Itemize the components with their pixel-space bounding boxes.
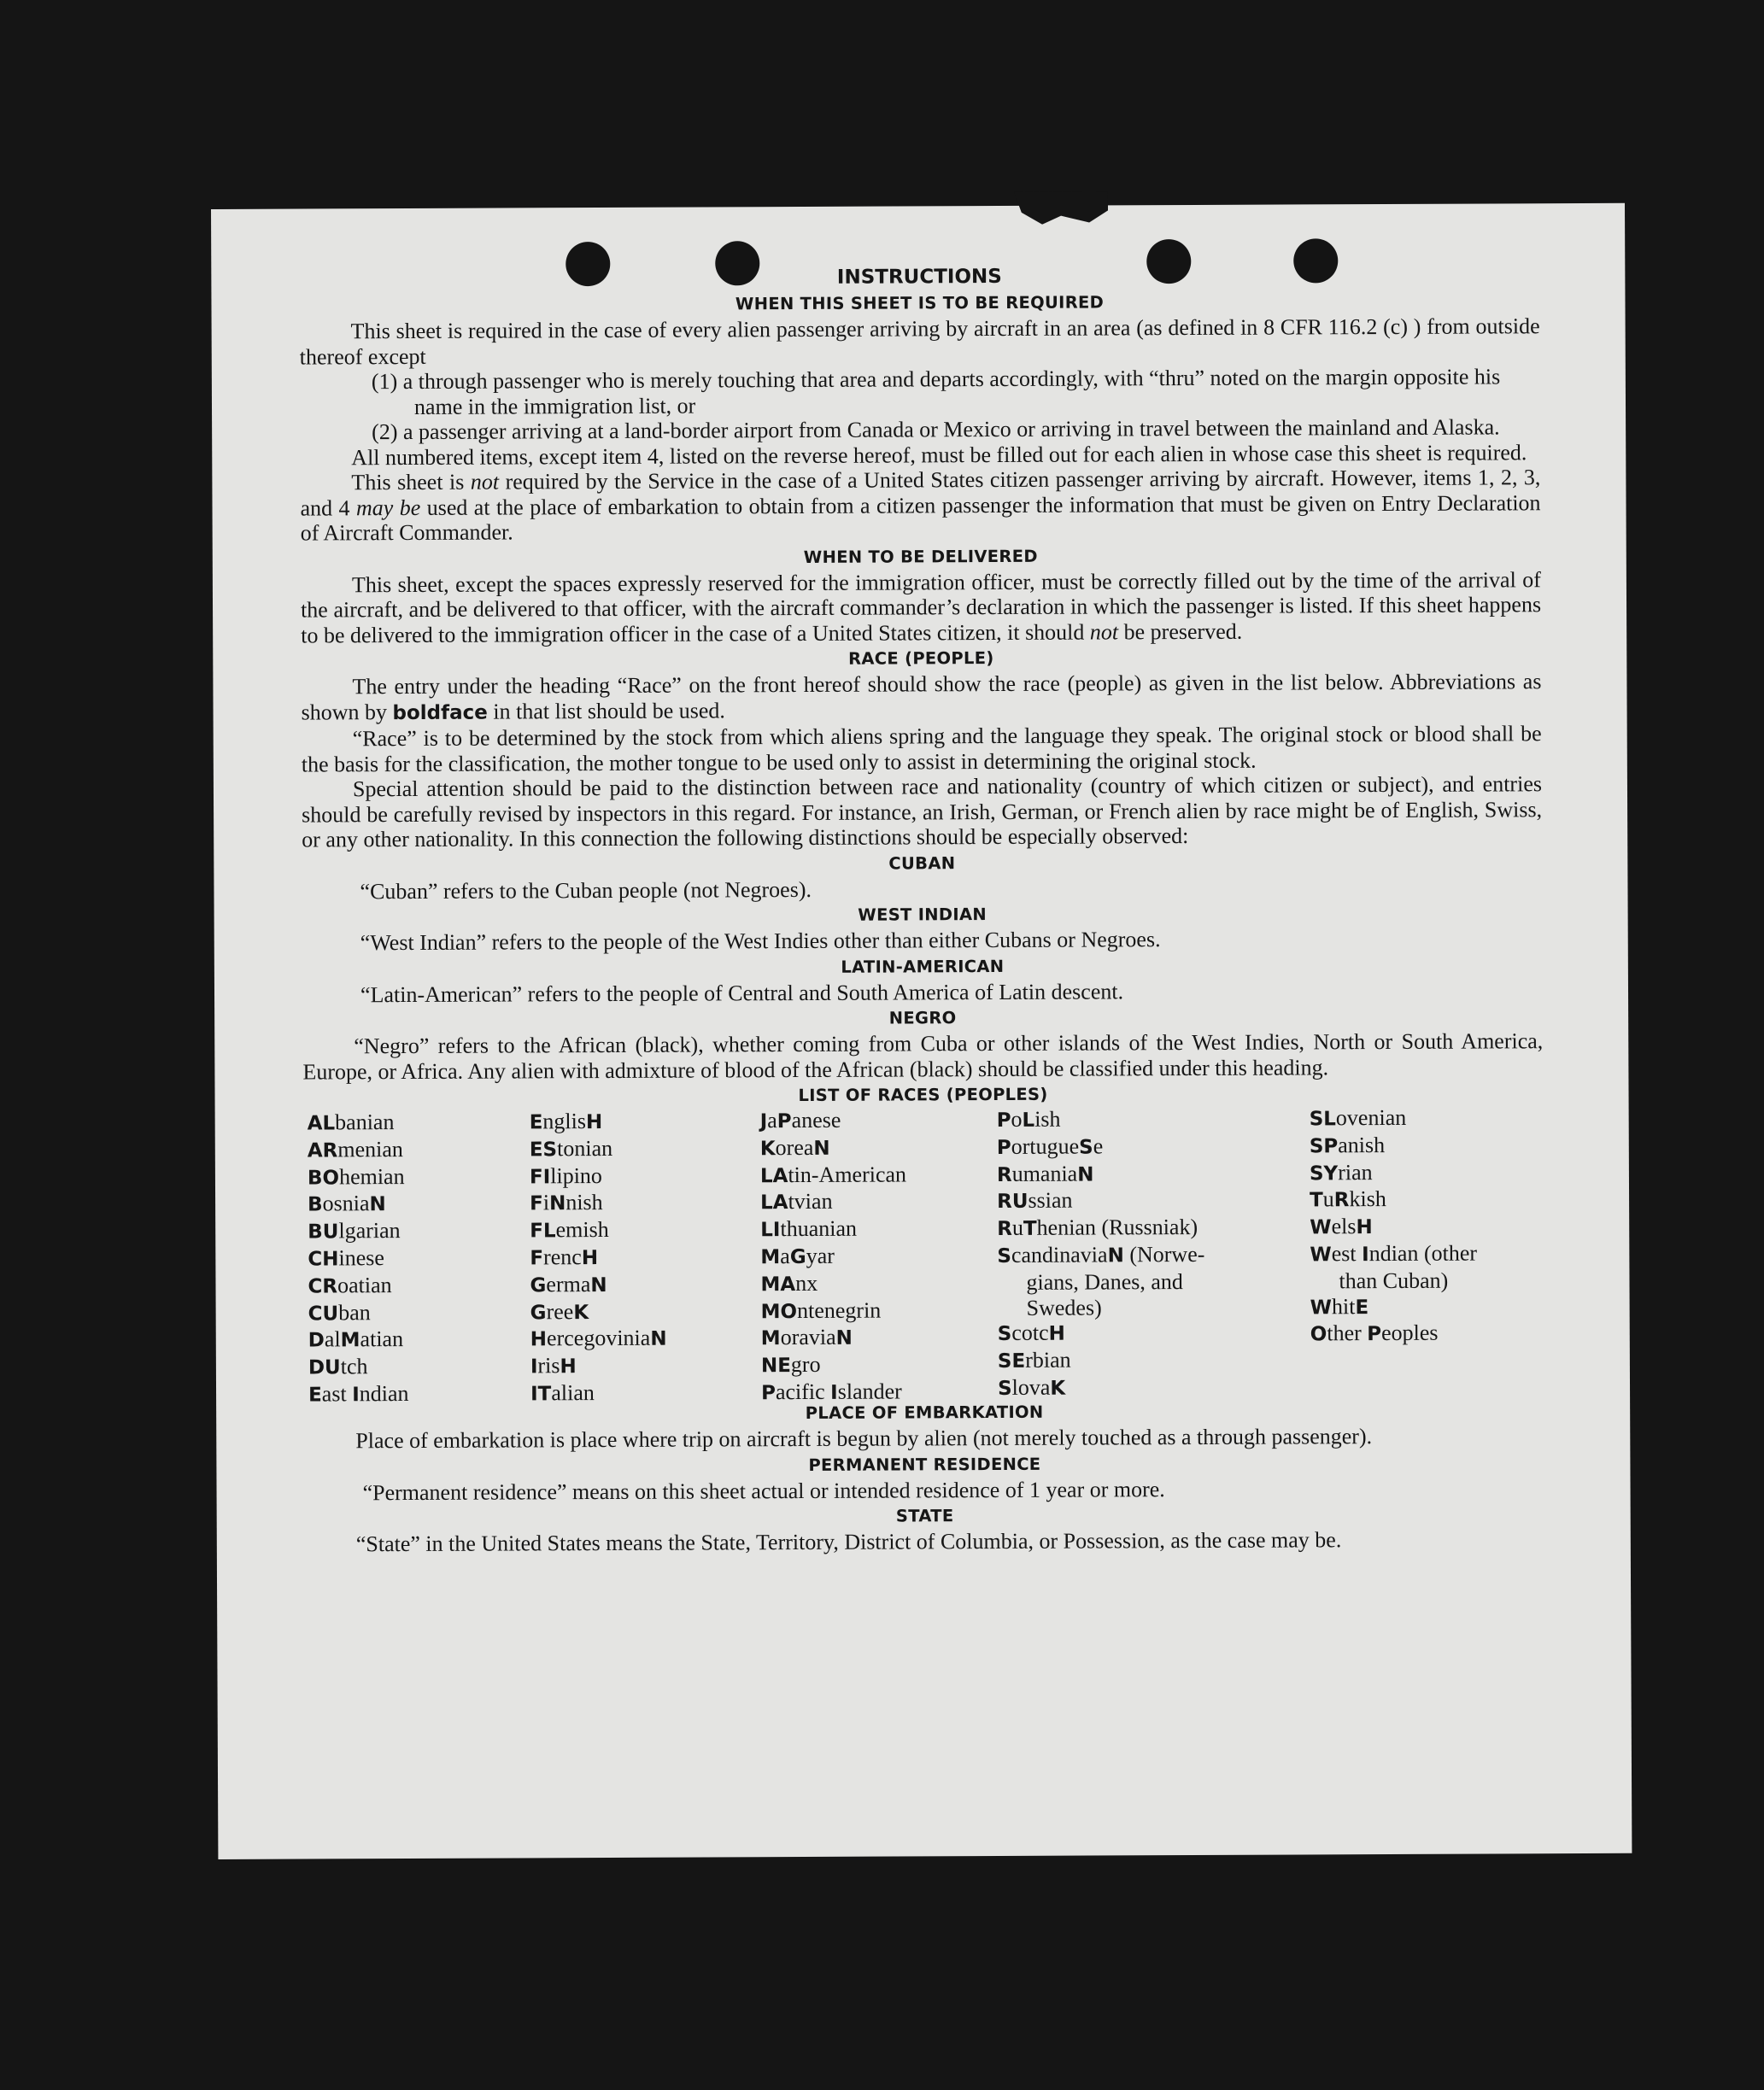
race-abbrev: MA [760, 1273, 796, 1296]
race-abbrev: H [1048, 1323, 1065, 1346]
race-abbrev: NE [760, 1355, 791, 1378]
race-abbrev: AL [307, 1112, 336, 1135]
exception-2: (2) a passenger arriving at a land-border airport from Canada or Mexico or arriving in travel between the mainland and Alaska. [372, 414, 1500, 445]
race-abbrev: T [1023, 1217, 1037, 1241]
race-text: rbian [1025, 1347, 1071, 1373]
race-abbrev: I [530, 1355, 538, 1379]
race-abbrev: SY [1309, 1162, 1339, 1185]
heading-when-delivered: WHEN TO BE DELIVERED [803, 546, 1038, 567]
race-abbrev: G [789, 1245, 806, 1269]
race-text: a [767, 1108, 777, 1133]
race-entry [998, 1347, 1205, 1375]
heading-embarkation: PLACE OF EMBARKATION [805, 1402, 1044, 1423]
heading-state: STATE [895, 1506, 954, 1526]
race-text: eoples [1381, 1320, 1439, 1346]
race-text: ovenian [1335, 1104, 1407, 1131]
race-column-5 [1310, 1105, 1478, 1349]
race-abbrev: LA [760, 1191, 788, 1215]
race-abbrev: E [529, 1111, 543, 1134]
race-abbrev: L [1022, 1109, 1035, 1132]
race-abbrev: N [548, 1192, 566, 1215]
race-entry [997, 1242, 1204, 1270]
race-abbrev: I [830, 1381, 838, 1404]
race-abbrev: M [340, 1329, 360, 1352]
race-text: ther [1327, 1320, 1368, 1346]
race-text: atian [360, 1326, 404, 1352]
race-text: tin-American [788, 1162, 907, 1187]
race-entry [308, 1164, 408, 1191]
race-text: banian [335, 1109, 395, 1135]
race-entry [530, 1217, 666, 1244]
exception-1: (1) a through passenger who is merely touching that area and departs accordingly, with “thru” noted on the margin opposite his name in the immigration list, or [371, 364, 1501, 419]
race-entry [761, 1325, 907, 1353]
torn-edge [1014, 191, 1108, 225]
race-abbrev: E [308, 1384, 322, 1407]
race-entry [308, 1218, 408, 1245]
race-text: lova [1011, 1374, 1051, 1400]
race-abbrev: P [760, 1382, 776, 1405]
race-text: al [324, 1326, 341, 1352]
negro-text: “Negro” refers to the African (black), whether coming from Cuba or other islands of the West Indies, North or South America, Europe, or Africa. Any alien with admixture of blood of the African (black) should be classified under this heading. [302, 1028, 1544, 1085]
race-abbrev: FL [530, 1220, 556, 1243]
race-text: tonian [557, 1135, 613, 1162]
race-abbrev: N [835, 1327, 853, 1350]
race-entry [308, 1191, 408, 1218]
race-abbrev: CU [308, 1302, 339, 1326]
race-abbrev: N [1107, 1244, 1124, 1267]
cuban-text: “Cuban” refers to the Cuban people (not Negroes). [360, 876, 812, 904]
race-text: Swedes) [1026, 1295, 1102, 1320]
race-text: ercegovinia [546, 1326, 651, 1351]
race-text: ortugue [1011, 1133, 1080, 1159]
race-text: ree [546, 1298, 574, 1324]
race-text: inese [338, 1245, 384, 1271]
race-text: o [1011, 1106, 1023, 1132]
race-para-3: Special attention should be paid to the distinction between race and nationality (country of which citizen or subject), and entries should be carefully revised by inspectors in this regard. For instance, an Irish, German, or French alien by race might be of English, Swiss, or any other nationality. In this connection the following distinctions should be especially observed: [302, 771, 1543, 852]
heading-cuban: CUBAN [888, 852, 956, 874]
race-entry [761, 1352, 907, 1380]
race-entry [308, 1273, 408, 1300]
race-abbrev: F [530, 1247, 544, 1270]
race-abbrev: IT [530, 1383, 552, 1406]
race-abbrev: K [573, 1301, 589, 1324]
race-abbrev: FI [529, 1165, 551, 1188]
race-entry [997, 1187, 1204, 1215]
race-abbrev: BO [307, 1166, 340, 1190]
race-abbrev: W [1310, 1244, 1332, 1267]
race-abbrev: DU [308, 1356, 341, 1379]
race-abbrev: CH [308, 1248, 339, 1271]
race-text: than Cuban) [1339, 1267, 1449, 1294]
race-text: u [1011, 1215, 1023, 1241]
heading-when-required: WHEN THIS SHEET IS TO BE REQUIRED [735, 292, 1105, 314]
west-indian-text: “West Indian” refers to the people of the West Indies other than either Cubans or Negroes. [360, 927, 1161, 956]
race-abbrev: P [777, 1110, 792, 1133]
race-text: alian [551, 1380, 595, 1406]
race-abbrev: AR [307, 1139, 338, 1162]
when-delivered-text: This sheet, except the spaces expressly reserved for the immigration officer, must be correctly filled out by the time of the arrival of the aircraft, and be delivered to that officer, with the aircraft commander’s declaration in which the passenger is listed. If this sheet happens to be delivered to the immigration officer in the case of a United States citizen, it should not be preserved. [300, 566, 1542, 648]
race-entry [997, 1161, 1204, 1189]
race-entry [998, 1374, 1205, 1402]
race-entry [530, 1298, 667, 1326]
race-text: ndian [359, 1380, 409, 1407]
race-abbrev: S [997, 1377, 1012, 1400]
race-entry [761, 1297, 907, 1326]
race-entry [760, 1243, 906, 1271]
race-abbrev: W [1310, 1216, 1332, 1239]
race-text: osnia [322, 1191, 370, 1216]
race-entry [998, 1320, 1205, 1348]
race-text: e [1093, 1133, 1104, 1159]
race-text: ssian [1028, 1188, 1073, 1214]
race-para-1: The entry under the heading “Race” on the front hereof should show the race (people) as given in the list below. Abbreviations as shown by boldface in that list should be used. [301, 669, 1542, 725]
race-abbrev: R [997, 1218, 1012, 1241]
race-entry [1310, 1293, 1478, 1321]
race-abbrev: S [997, 1244, 1011, 1267]
race-text: slander [837, 1379, 902, 1404]
when-required-para-2: All numbered items, except item 4, listed on the reverse hereof, must be filled out for each alien in whose case this sheet is required. [351, 439, 1527, 470]
race-entry [760, 1270, 906, 1298]
race-text: nx [795, 1270, 818, 1296]
race-entry [760, 1189, 906, 1217]
race-entry [308, 1245, 408, 1273]
race-entry [760, 1216, 906, 1244]
heading-latin-american: LATIN-AMERICAN [841, 956, 1005, 977]
race-entry [1310, 1159, 1477, 1187]
race-entry [1310, 1214, 1477, 1242]
race-abbrev: S [997, 1323, 1012, 1346]
race-entry [1310, 1267, 1477, 1294]
race-entry [530, 1135, 666, 1162]
document-content [299, 261, 1545, 1557]
race-abbrev: O [1310, 1323, 1327, 1346]
race-entry [1310, 1132, 1477, 1160]
race-text: oatian [337, 1272, 392, 1298]
race-entry [308, 1109, 408, 1137]
race-text: lipino [550, 1162, 602, 1188]
race-abbrev: N [590, 1273, 607, 1297]
race-text: anish [1338, 1132, 1386, 1158]
race-abbrev: MO [760, 1300, 798, 1323]
race-abbrev: E [1355, 1296, 1369, 1319]
race-text: tvian [788, 1189, 833, 1215]
race-abbrev: H [581, 1247, 599, 1270]
race-text: umania [1011, 1161, 1078, 1186]
race-abbrev: M [760, 1246, 781, 1269]
race-text: anese [791, 1107, 841, 1133]
race-entry [760, 1107, 906, 1135]
race-text: renc [543, 1244, 582, 1270]
race-abbrev: SL [1309, 1108, 1336, 1131]
race-abbrev: T [1310, 1189, 1323, 1212]
race-column-4 [997, 1106, 1206, 1402]
race-text: candinavia [1011, 1242, 1108, 1267]
race-entry [308, 1326, 409, 1354]
embarkation-text: Place of embarkation is place where trip on aircraft is begun by alien (not merely touched as a through passenger). [355, 1424, 1373, 1454]
race-entry [530, 1190, 666, 1217]
race-text: u [1322, 1186, 1334, 1212]
race-text: rian [1338, 1159, 1373, 1185]
race-text: est [1331, 1241, 1363, 1267]
race-entry [308, 1300, 409, 1327]
race-entry [998, 1295, 1205, 1321]
race-entry [760, 1134, 906, 1162]
when-required-intro: This sheet is required in the case of every alien passenger arriving by aircraft in an area (as defined in 8 CFR 116.2 (c) ) from outside thereof except [299, 313, 1540, 370]
race-abbrev: J [759, 1110, 768, 1133]
race-text: erma [546, 1271, 591, 1297]
race-abbrev: G [530, 1301, 547, 1324]
race-text: hit [1331, 1293, 1356, 1319]
heading-west-indian: WEST INDIAN [858, 904, 987, 925]
race-entry [530, 1271, 666, 1298]
race-abbrev: CR [308, 1275, 338, 1298]
when-required-para-3: This sheet is not required by the Service in the case of a United States citizen passenger arriving by aircraft. However, items 1, 2, 3, and 4 may be used at the place of embarkation to obtain from a citizen passenger the information that must be given on Entry Declaration of Aircraft Commander. [300, 465, 1541, 546]
heading-list-of-races: LIST OF RACES (PEOPLES) [798, 1084, 1048, 1106]
heading-residence: PERMANENT RESIDENCE [808, 1454, 1041, 1475]
races-list [302, 1079, 1544, 1407]
race-abbrev: N [650, 1328, 667, 1351]
race-abbrev: S [1079, 1136, 1093, 1159]
race-abbrev: N [1077, 1163, 1094, 1186]
race-entry [1310, 1241, 1477, 1269]
race-column-2 [530, 1109, 667, 1408]
race-abbrev: R [1333, 1189, 1350, 1212]
race-abbrev: H [560, 1355, 577, 1379]
race-text: nglis [542, 1109, 587, 1134]
page-title: INSTRUCTIONS [836, 265, 1002, 289]
race-abbrev: K [1050, 1377, 1066, 1400]
race-abbrev: I [352, 1384, 360, 1407]
race-entry [308, 1381, 409, 1408]
race-text: tch [340, 1354, 368, 1379]
race-entry [997, 1106, 1204, 1134]
race-text: gro [790, 1352, 821, 1378]
race-para-2: “Race” is to be determined by the stock from which aliens spring and the language they speak. The original stock or blood shall be the basis for the classification, the mother tongue to be used only to assist in determining the original stock. [301, 721, 1542, 777]
race-entry [530, 1380, 667, 1408]
race-abbrev: H [1356, 1216, 1373, 1239]
race-entry [761, 1379, 907, 1407]
race-text: ndian (other [1368, 1240, 1478, 1267]
race-text: ban [338, 1299, 371, 1325]
race-text: ast [321, 1381, 353, 1407]
race-entry [308, 1354, 409, 1381]
race-text: lgarian [338, 1218, 401, 1244]
race-text: a [780, 1244, 790, 1269]
race-text: els [1331, 1214, 1357, 1239]
race-entry [530, 1162, 666, 1190]
state-text: “State” in the United States means the State, Territory, District of Columbia, or Possession, as the case may be. [355, 1527, 1342, 1557]
residence-text: “Permanent residence” means on this sheet actual or intended residence of 1 year or more. [362, 1476, 1165, 1505]
race-text: (Norwe- [1123, 1241, 1205, 1267]
race-abbrev: ES [529, 1139, 558, 1162]
race-column-3 [760, 1107, 908, 1407]
race-text: henian (Russniak) [1036, 1215, 1198, 1240]
race-text: cotc [1011, 1320, 1049, 1346]
race-abbrev: N [369, 1193, 386, 1216]
race-text: emish [555, 1217, 609, 1243]
race-abbrev: H [530, 1328, 548, 1351]
race-abbrev: H [585, 1111, 603, 1134]
race-abbrev: R [996, 1163, 1012, 1186]
race-abbrev: P [996, 1109, 1011, 1132]
latin-american-text: “Latin-American” refers to the people of Central and South America of Latin descent. [360, 978, 1124, 1007]
race-entry [308, 1137, 408, 1164]
race-entry [997, 1133, 1204, 1162]
race-entry [530, 1326, 667, 1353]
race-abbrev: N [813, 1137, 830, 1160]
race-text: orea [775, 1134, 814, 1160]
race-abbrev: RU [997, 1191, 1029, 1214]
race-abbrev: D [308, 1329, 325, 1352]
race-abbrev: SE [997, 1350, 1026, 1373]
race-entry [530, 1244, 666, 1272]
race-text: thuanian [780, 1215, 858, 1242]
race-entry [1310, 1186, 1477, 1215]
race-text: i [542, 1190, 550, 1215]
race-column-1 [308, 1109, 409, 1408]
race-entry [1310, 1320, 1478, 1349]
race-text: menian [337, 1136, 403, 1162]
race-text: hemian [338, 1163, 405, 1189]
race-abbrev: F [530, 1192, 543, 1215]
race-text: ntenegrin [797, 1297, 882, 1323]
race-text: yar [806, 1243, 835, 1268]
race-text: ish [1034, 1106, 1061, 1132]
race-entry [530, 1109, 666, 1136]
race-abbrev: BU [308, 1221, 339, 1244]
race-abbrev: B [308, 1193, 323, 1216]
race-text: gians, Danes, and [1026, 1268, 1183, 1295]
race-abbrev: G [530, 1274, 547, 1297]
race-abbrev: P [996, 1136, 1011, 1159]
race-entry [530, 1353, 667, 1380]
race-text: kish [1349, 1186, 1386, 1212]
heading-race: RACE (PEOPLE) [848, 648, 994, 669]
race-abbrev: LI [760, 1219, 781, 1242]
race-text: acific [775, 1379, 831, 1405]
race-abbrev: SP [1309, 1135, 1339, 1158]
race-abbrev: I [1362, 1244, 1369, 1267]
race-abbrev: LA [759, 1164, 788, 1187]
race-text: nish [566, 1190, 603, 1215]
race-text: ris [537, 1353, 560, 1379]
race-text: oravia [780, 1325, 836, 1350]
race-abbrev: M [760, 1327, 781, 1350]
race-entry [1310, 1105, 1477, 1133]
race-abbrev: K [759, 1137, 776, 1161]
race-abbrev: W [1310, 1296, 1333, 1319]
heading-negro: NEGRO [888, 1008, 957, 1028]
race-abbrev: P [1367, 1323, 1382, 1346]
race-entry [760, 1162, 906, 1190]
document-sheet [211, 203, 1632, 1859]
race-entry [997, 1269, 1204, 1296]
race-entry [997, 1215, 1204, 1243]
